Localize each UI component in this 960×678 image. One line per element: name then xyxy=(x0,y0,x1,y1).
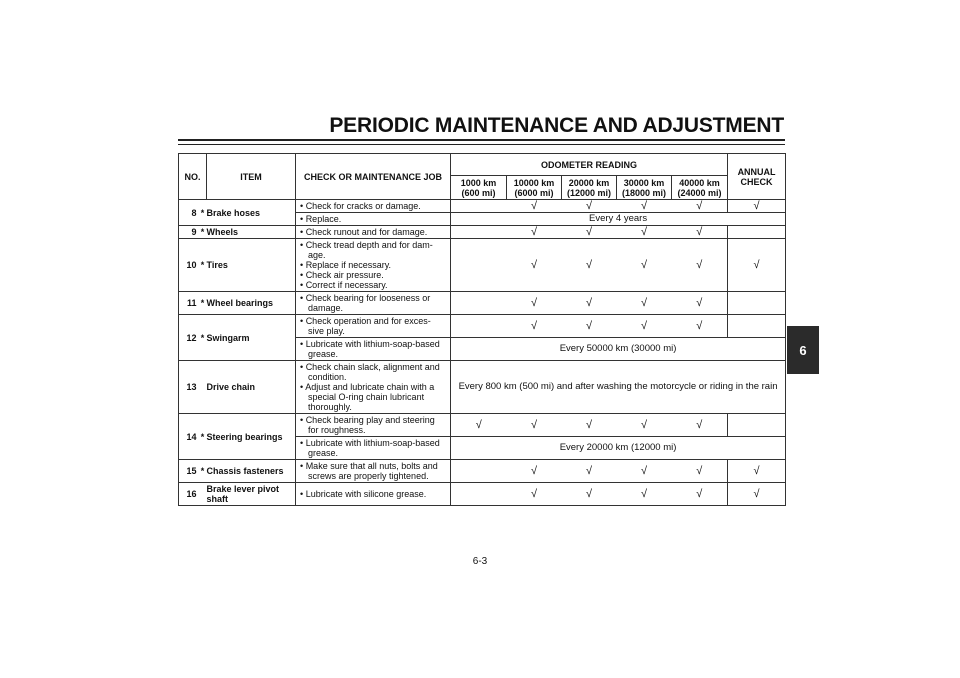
header-km: 10000 km xyxy=(513,177,555,188)
row-item: Drive chain xyxy=(207,361,296,414)
job-line xyxy=(300,260,447,270)
table-row xyxy=(179,239,786,292)
header-km: 40000 km xyxy=(679,177,720,188)
check-mark-icon: √ xyxy=(672,460,728,483)
dealer-service-mark: * xyxy=(199,200,207,226)
check-mark-icon: √ xyxy=(672,226,728,239)
header-odometer-col xyxy=(672,176,728,200)
row-job xyxy=(296,213,451,226)
check-mark-icon: √ xyxy=(562,200,617,213)
header-odometer: ODOMETER READING xyxy=(451,154,728,176)
job-text: Lubricate with lithium-soap-based grease. xyxy=(305,339,440,359)
empty-cell xyxy=(451,226,507,239)
bullet-icon: • xyxy=(300,438,304,448)
row-job xyxy=(296,460,451,483)
bullet-icon: • xyxy=(300,201,304,211)
bullet-icon: • xyxy=(300,382,304,392)
check-mark-icon: √ xyxy=(507,292,562,315)
page-title: PERIODIC MAINTENANCE AND ADJUSTMENT xyxy=(329,114,784,137)
header-item: ITEM xyxy=(207,154,296,200)
bullet-icon: • xyxy=(300,280,304,290)
row-item: Brake hoses xyxy=(207,200,296,226)
job-line xyxy=(300,280,447,290)
row-number: 11 xyxy=(179,292,199,315)
dealer-service-mark xyxy=(199,361,207,414)
check-mark-icon: √ xyxy=(507,200,562,213)
check-mark-icon: √ xyxy=(617,483,672,506)
check-mark-icon: √ xyxy=(617,460,672,483)
header-mi: (24000 mi) xyxy=(677,187,722,198)
header-mi: (600 mi) xyxy=(461,187,496,198)
header-odometer-col xyxy=(617,176,672,200)
row-job xyxy=(296,226,451,239)
job-line xyxy=(300,316,447,336)
empty-cell xyxy=(451,200,507,213)
job-text: Make sure that all nuts, bolts and screws are properly tightened. xyxy=(305,461,438,481)
header-odometer-col xyxy=(507,176,562,200)
check-mark-icon: √ xyxy=(617,414,672,437)
row-job xyxy=(296,200,451,213)
header-job: CHECK OR MAINTENANCE JOB xyxy=(296,154,451,200)
check-mark-icon: √ xyxy=(562,414,617,437)
check-mark-icon: √ xyxy=(672,483,728,506)
job-line xyxy=(300,270,447,280)
job-line xyxy=(300,415,447,435)
job-text: Check operation and for exces- sive play. xyxy=(305,316,431,336)
check-mark-icon: √ xyxy=(728,460,786,483)
job-text: Check bearing for looseness or damage. xyxy=(305,293,431,313)
row-item: Chassis fasteners xyxy=(207,460,296,483)
row-job xyxy=(296,239,451,292)
check-mark-icon: √ xyxy=(672,414,728,437)
check-mark-icon: √ xyxy=(617,239,672,292)
check-mark-icon: √ xyxy=(562,292,617,315)
bullet-icon: • xyxy=(300,227,304,237)
bullet-icon: • xyxy=(300,214,304,224)
row-item: Tires xyxy=(207,239,296,292)
maintenance-table xyxy=(178,153,786,506)
empty-cell xyxy=(728,292,786,315)
bullet-icon: • xyxy=(300,260,304,270)
row-number: 15 xyxy=(179,460,199,483)
table-row xyxy=(179,315,786,338)
check-mark-icon: √ xyxy=(562,239,617,292)
interval-text: Every 50000 km (30000 mi) xyxy=(451,338,786,361)
job-line xyxy=(300,438,447,458)
job-line xyxy=(300,240,447,260)
row-job xyxy=(296,361,451,414)
job-line xyxy=(300,293,447,313)
check-mark-icon: √ xyxy=(672,200,728,213)
job-line xyxy=(300,461,447,481)
check-mark-icon: √ xyxy=(617,200,672,213)
job-text: Check air pressure. xyxy=(305,270,384,280)
empty-cell xyxy=(451,315,507,338)
interval-text: Every 4 years xyxy=(451,213,786,226)
check-mark-icon: √ xyxy=(507,315,562,338)
check-mark-icon: √ xyxy=(617,315,672,338)
header-km: 1000 km xyxy=(460,177,497,188)
row-number: 8 xyxy=(179,200,199,226)
dealer-service-mark: * xyxy=(199,315,207,361)
row-number: 12 xyxy=(179,315,199,361)
check-mark-icon: √ xyxy=(507,239,562,292)
job-text: Replace. xyxy=(305,214,342,224)
bullet-icon: • xyxy=(300,461,304,471)
bullet-icon: • xyxy=(300,339,304,349)
dealer-service-mark: * xyxy=(199,226,207,239)
job-line xyxy=(300,382,447,412)
check-mark-icon: √ xyxy=(451,414,507,437)
row-number: 14 xyxy=(179,414,199,460)
header-mi: (18000 mi) xyxy=(622,187,667,198)
check-mark-icon: √ xyxy=(728,239,786,292)
table-body xyxy=(179,200,786,506)
check-mark-icon: √ xyxy=(728,483,786,506)
job-line xyxy=(300,201,447,211)
table-row xyxy=(179,226,786,239)
check-mark-icon: √ xyxy=(507,414,562,437)
bullet-icon: • xyxy=(300,489,304,499)
empty-cell xyxy=(728,226,786,239)
bullet-icon: • xyxy=(300,270,304,280)
dealer-service-mark: * xyxy=(199,460,207,483)
check-mark-icon: √ xyxy=(507,483,562,506)
job-line xyxy=(300,214,447,224)
title-rule xyxy=(178,139,785,141)
chapter-tab: 6 xyxy=(787,326,819,374)
header-mi: (6000 mi) xyxy=(514,187,554,198)
job-text: Check for cracks or damage. xyxy=(305,201,421,211)
row-number: 16 xyxy=(179,483,199,506)
empty-cell xyxy=(451,460,507,483)
empty-cell xyxy=(728,315,786,338)
job-text: Correct if necessary. xyxy=(305,280,388,290)
row-number: 13 xyxy=(179,361,199,414)
check-mark-icon: √ xyxy=(562,460,617,483)
check-mark-icon: √ xyxy=(672,292,728,315)
check-mark-icon: √ xyxy=(562,226,617,239)
row-item: Steering bearings xyxy=(207,414,296,460)
row-item: Wheel bearings xyxy=(207,292,296,315)
header-odometer-col xyxy=(562,176,617,200)
header-no: NO. xyxy=(179,154,207,200)
row-job xyxy=(296,483,451,506)
check-mark-icon: √ xyxy=(507,460,562,483)
table-row xyxy=(179,483,786,506)
table-row xyxy=(179,460,786,483)
header-odometer-col xyxy=(451,176,507,200)
bullet-icon: • xyxy=(300,415,304,425)
job-line xyxy=(300,489,447,499)
row-job xyxy=(296,292,451,315)
page-number: 6-3 xyxy=(472,556,488,567)
row-job xyxy=(296,437,451,460)
empty-cell xyxy=(451,239,507,292)
dealer-service-mark xyxy=(199,483,207,506)
job-text: Check tread depth and for dam- age. xyxy=(305,240,433,260)
row-item: Swingarm xyxy=(207,315,296,361)
check-mark-icon: √ xyxy=(562,483,617,506)
row-item: Brake lever pivot shaft xyxy=(207,483,296,506)
header-km: 30000 km xyxy=(623,177,665,188)
dealer-service-mark: * xyxy=(199,292,207,315)
row-item: Wheels xyxy=(207,226,296,239)
job-text: Adjust and lubricate chain with a special O-ring chain lubricant thoroughly. xyxy=(305,382,435,412)
table-row xyxy=(179,292,786,315)
table-row xyxy=(179,200,786,213)
check-mark-icon: √ xyxy=(728,200,786,213)
empty-cell xyxy=(728,414,786,437)
job-text: Lubricate with lithium-soap-based grease. xyxy=(305,438,440,458)
header-km: 20000 km xyxy=(568,177,610,188)
empty-cell xyxy=(451,292,507,315)
dealer-service-mark: * xyxy=(199,239,207,292)
dealer-service-mark: * xyxy=(199,414,207,460)
interval-text: Every 800 km (500 mi) and after washing the motorcycle or riding in the rain xyxy=(451,361,786,414)
row-job xyxy=(296,338,451,361)
job-text: Lubricate with silicone grease. xyxy=(305,489,427,499)
title-rule-thin xyxy=(178,144,785,145)
bullet-icon: • xyxy=(300,316,304,326)
check-mark-icon: √ xyxy=(507,226,562,239)
header-annual: ANNUAL CHECK xyxy=(728,154,786,200)
bullet-icon: • xyxy=(300,240,304,250)
bullet-icon: • xyxy=(300,362,304,372)
table-header xyxy=(179,154,786,200)
table-row xyxy=(179,361,786,414)
job-text: Check chain slack, alignment and condition. xyxy=(305,362,440,382)
row-number: 9 xyxy=(179,226,199,239)
header-mi: (12000 mi) xyxy=(567,187,612,198)
job-text: Check runout and for damage. xyxy=(305,227,428,237)
check-mark-icon: √ xyxy=(562,315,617,338)
row-number: 10 xyxy=(179,239,199,292)
table-row xyxy=(179,414,786,437)
check-mark-icon: √ xyxy=(672,239,728,292)
job-text: Check bearing play and steering for roughness. xyxy=(305,415,435,435)
job-line xyxy=(300,339,447,359)
job-line xyxy=(300,227,447,237)
check-mark-icon: √ xyxy=(617,226,672,239)
check-mark-icon: √ xyxy=(672,315,728,338)
job-text: Replace if necessary. xyxy=(305,260,392,270)
empty-cell xyxy=(451,483,507,506)
job-line xyxy=(300,362,447,382)
row-job xyxy=(296,315,451,338)
bullet-icon: • xyxy=(300,293,304,303)
interval-text: Every 20000 km (12000 mi) xyxy=(451,437,786,460)
check-mark-icon: √ xyxy=(617,292,672,315)
row-job xyxy=(296,414,451,437)
